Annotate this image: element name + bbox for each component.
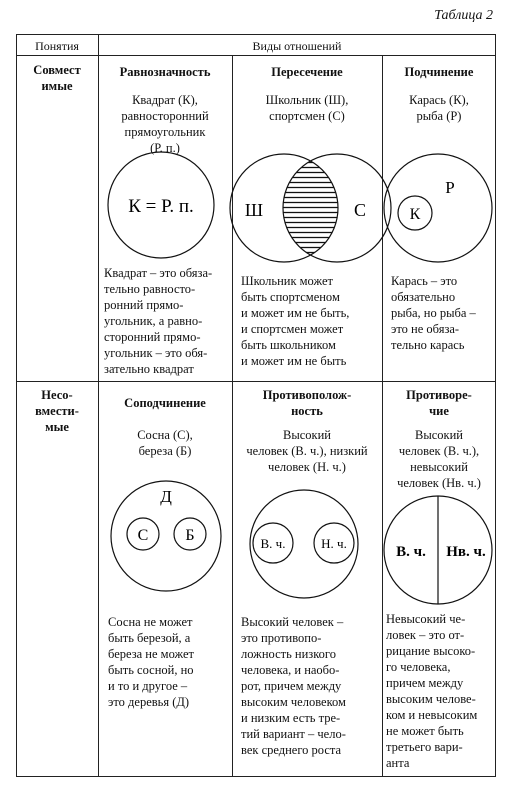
subordination-diagram	[382, 150, 496, 266]
cell-title-contradiction: Противоре- чие	[406, 388, 472, 418]
cell-title-intersection: Пересечение	[271, 65, 343, 79]
cell-explanation-contradiction: Невысокий че- ловек – это от- рицание высоко- го человека, причем между высоким челове- ком и невысоким не может быть третьего вари- анта	[386, 612, 478, 770]
cell-title-equivalence: Равнозначность	[119, 65, 211, 79]
row-divider	[16, 381, 495, 382]
equivalence-diagram	[98, 150, 232, 260]
cell-title-coordination: Соподчинение	[124, 396, 206, 410]
diagram-label-right: Н. ч.	[321, 536, 347, 551]
diagram-label-left: В. ч.	[396, 544, 426, 560]
cell-explanation-equivalence: Квадрат – это обяза- тельно равносто- ронний прямо- угольник, а равно- сторонний прямо- угольник – это обя- зательно квадрат	[104, 266, 213, 376]
cell-title-subordination: Подчинение	[404, 65, 474, 79]
diagram-label-right: С	[353, 200, 367, 220]
header-divider	[16, 55, 495, 56]
diagram-label-outer: Р	[445, 178, 455, 197]
row-label-incompatible: Несо- вмести- мые	[35, 388, 79, 434]
diagram-label-inner: К	[409, 206, 421, 223]
diagram-label: К = Р. п.	[128, 196, 194, 217]
intersection-diagram	[232, 150, 382, 270]
contradiction-diagram	[382, 494, 496, 606]
cell-explanation-intersection: Школьник может быть спортсменом и может им не быть, и спортсмен может быть школьником и может им не быть	[241, 274, 350, 368]
diagram-label-inner-left: С	[137, 527, 149, 544]
cell-example-coordination: Сосна (С), береза (Б)	[137, 428, 193, 458]
diagram-label-right: Нв. ч.	[446, 544, 486, 560]
header-concepts: Понятия	[35, 39, 79, 53]
cell-title-opposition: Противополож- ность	[262, 388, 352, 418]
diagram-label-left: Ш	[244, 200, 264, 220]
diagram-label-inner-right: Б	[185, 527, 195, 544]
table-caption: Таблица 2	[434, 8, 493, 23]
cell-explanation-subordination: Карась – это обязательно рыба, но рыба – это не обяза- тельно карась	[391, 274, 476, 352]
cell-example-equivalence: Квадрат (К), равносторонний прямоугольник (Р. п.)	[121, 93, 209, 155]
header-relations: Виды отношений	[252, 39, 342, 53]
row-label-compatible: Совмест имые	[33, 63, 81, 93]
cell-example-contradiction: Высокий человек (В. ч.), невысокий человек (Нв. ч.)	[397, 428, 481, 490]
opposition-diagram	[232, 486, 382, 602]
coordination-diagram	[98, 478, 232, 594]
cell-example-intersection: Школьник (Ш), спортсмен (С)	[265, 93, 349, 123]
cell-example-subordination: Карась (К), рыба (Р)	[409, 93, 469, 123]
diagram-label-left: В. ч.	[260, 536, 286, 551]
cell-example-opposition: Высокий человек (В. ч.), низкий человек (Н. ч.)	[246, 428, 368, 474]
cell-explanation-coordination: Сосна не может быть березой, а береза не может быть сосной, но и то и другое – это деревья (Д)	[108, 615, 194, 709]
cell-explanation-opposition: Высокий человек – это противопо- ложность низкого человека, и наобо- рот, причем между высоким человеком и низким есть тре- тий вариант – чело- век среднего роста	[241, 615, 346, 757]
diagram-label-outer: Д	[160, 487, 172, 506]
